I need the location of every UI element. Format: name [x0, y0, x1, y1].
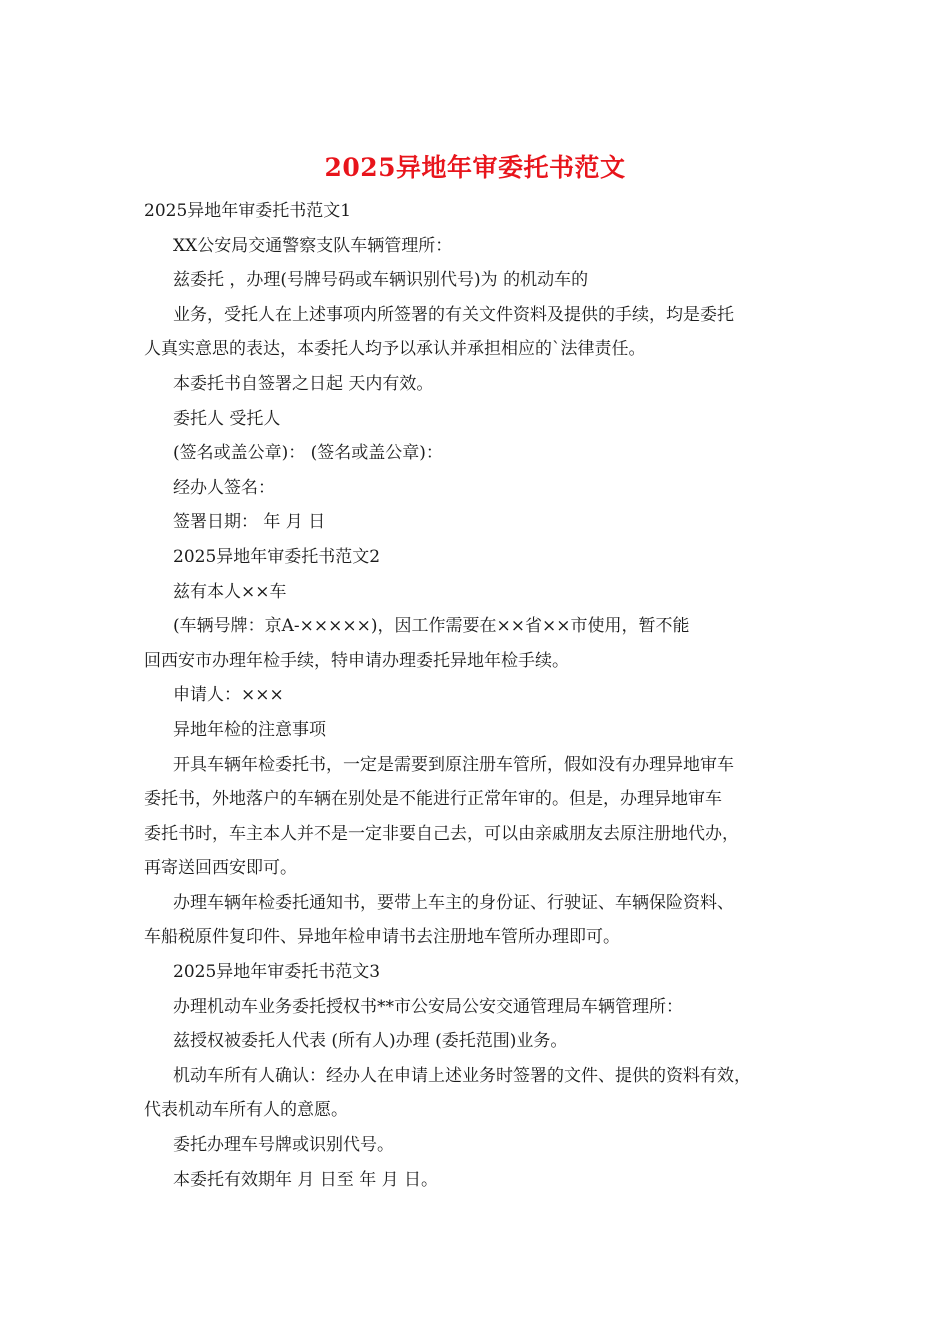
document-line: 兹有本人××车 [173, 581, 287, 602]
document-line: 办理车辆年检委托通知书，要带上车主的身份证、行驶证、车辆保险资料、 [173, 892, 734, 913]
document-line: 兹委托 ，办理(号牌号码或车辆识别代号)为 的机动车的 [173, 270, 589, 291]
document-line: 人真实意思的表达，本委托人均予以承认并承担相应的`法律责任。 [144, 339, 646, 360]
document-line: 委托书，外地落户的车辆在别处是不能进行正常年审的。但是，办理异地审车 [144, 789, 722, 810]
document-line: (签名或盖公章)： (签名或盖公章)： [173, 443, 443, 464]
document-line: 申请人：××× [173, 685, 284, 706]
document-line: 机动车所有人确认：经办人在申请上述业务时签署的文件、提供的资料有效， [173, 1065, 751, 1086]
document-line: 代表机动车所有人的意愿。 [144, 1100, 348, 1121]
document-line: 业务，受托人在上述事项内所签署的有关文件资料及提供的手续，均是委托 [173, 304, 734, 325]
document-line: 开具车辆年检委托书，一定是需要到原注册车管所，假如没有办理异地审车 [173, 754, 734, 775]
document-line: 2025异地年审委托书范文2 [173, 546, 381, 567]
document-line: 委托书时，车主本人并不是一定非要自己去，可以由亲戚朋友去原注册地代办， [144, 823, 739, 844]
document-title: 2025异地年审委托书范文 [324, 153, 626, 182]
document-line: 本委托书自签署之日起 天内有效。 [173, 373, 434, 394]
document-line: 经办人签名： [173, 477, 275, 498]
document-line: 签署日期： 年 月 日 [173, 512, 326, 533]
document-body [144, 194, 816, 1197]
document-line: 兹授权被委托人代表 (所有人)办理 (委托范围)业务。 [173, 1031, 568, 1052]
document-line: 回西安市办理年检手续，特申请办理委托异地年检手续。 [144, 650, 569, 671]
document-line: 2025异地年审委托书范文1 [144, 201, 352, 221]
document-line: 再寄送回西安即可。 [144, 858, 297, 879]
document-line: 车船税原件复印件、异地年检申请书去注册地车管所办理即可。 [144, 927, 620, 948]
document-line: 委托办理车号牌或识别代号。 [173, 1135, 394, 1156]
document-line: 异地年检的注意事项 [173, 719, 326, 740]
document-line: 办理机动车业务委托授权书**市公安局公安交通管理局车辆管理所： [173, 996, 683, 1017]
document-line: 委托人 受托人 [173, 408, 281, 429]
document-line: 2025异地年审委托书范文3 [173, 962, 381, 983]
document-line: 本委托有效期年 月 日至 年 月 日。 [173, 1169, 439, 1190]
document-line: (车辆号牌：京A-×××××)，因工作需要在××省××市使用，暂不能 [173, 616, 690, 637]
document-line: XX公安局交通警察支队车辆管理所： [173, 235, 453, 256]
